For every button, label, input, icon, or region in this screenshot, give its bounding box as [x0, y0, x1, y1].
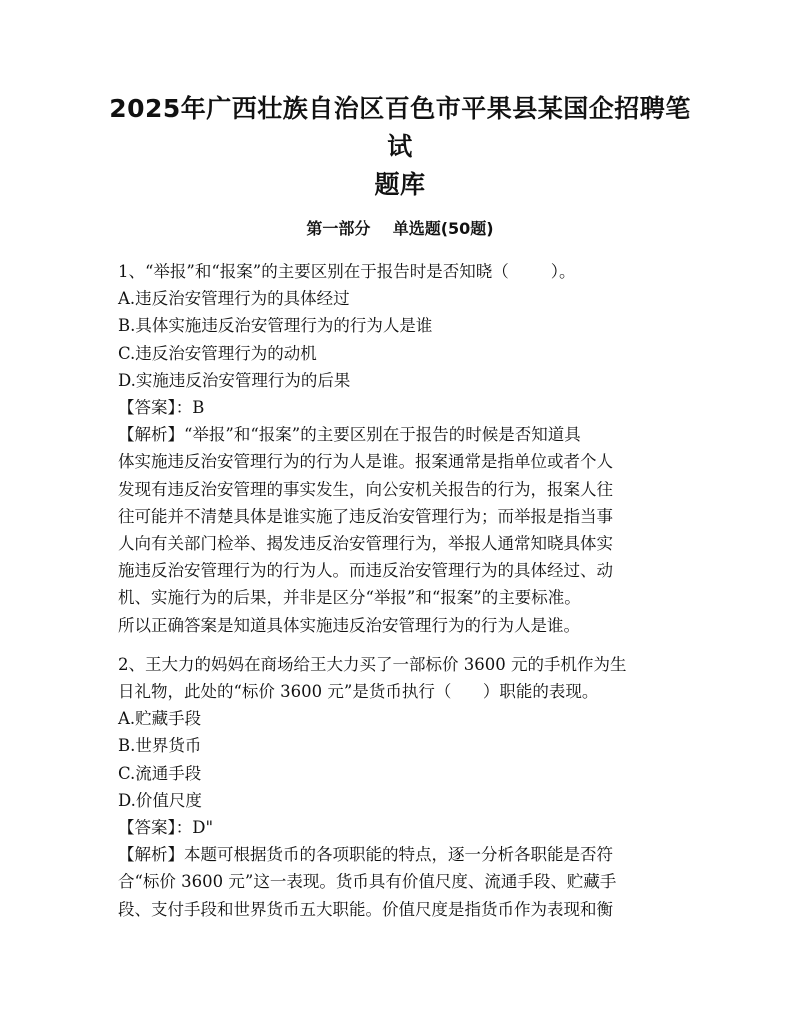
analysis-line: 【解析】“举报”和“报案”的主要区别在于报告的时候是否知道具 [118, 425, 581, 445]
section-heading: 第一部分 单选题(50题) [306, 219, 494, 238]
option-d: D.价值尺度 [118, 790, 202, 810]
title-line-2: 题库 [374, 170, 426, 199]
analysis-block [118, 421, 690, 639]
question-spacer [118, 639, 690, 651]
answer-line: 【答案】：D" [118, 818, 214, 838]
title-line-1: 2025年广西壮族自治区百色市平果县某国企招聘笔试 [109, 94, 691, 161]
question-1 [118, 258, 690, 639]
option-a: A.违反治安管理行为的具体经过 [118, 289, 350, 309]
analysis-line: 合“标价 3600 元”这一表现。货币具有价值尺度、流通手段、贮藏手 [118, 872, 617, 892]
analysis-line: 体实施违反治安管理行为的行为人是谁。报案通常是指单位或者个人 [118, 452, 613, 472]
analysis-line: 施违反治安管理行为的行为人。而违反治安管理行为的具体经过、动 [118, 561, 613, 581]
option-d: D.实施违反治安管理行为的后果 [118, 370, 351, 390]
analysis-line: 发现有违反治安管理的事实发生，向公安机关报告的行为，报案人往 [118, 479, 613, 499]
option-b: B.世界货币 [118, 736, 202, 756]
answer-line: 【答案】：B [118, 398, 205, 418]
option-a: A.贮藏手段 [118, 709, 202, 729]
analysis-block [118, 841, 690, 923]
question-stem: 2、王大力的妈妈在商场给王大力买了一部标价 3600 元的手机作为生 [118, 654, 627, 674]
option-c: C.流通手段 [118, 763, 202, 783]
analysis-line: 段、支付手段和世界货币五大职能。价值尺度是指货币作为表现和衡 [118, 899, 613, 919]
analysis-line: 所以正确答案是知道具体实施违反治安管理行为的行为人是谁。 [118, 615, 580, 635]
question-stem: 日礼物，此处的“标价 3600 元”是货币执行（ ）职能的表现。 [118, 682, 599, 702]
document-title [100, 90, 700, 204]
option-b: B.具体实施违反治安管理行为的行为人是谁 [118, 316, 433, 336]
analysis-line: 往可能并不清楚具体是谁实施了违反治安管理行为；而举报是指当事 [118, 506, 613, 526]
option-c: C.违反治安管理行为的动机 [118, 343, 317, 363]
question-stem: 1、“举报”和“报案”的主要区别在于报告时是否知晓（ ）。 [118, 262, 576, 281]
analysis-line: 人向有关部门检举、揭发违反治安管理行为，举报人通常知晓具体实 [118, 534, 613, 554]
analysis-line: 【解析】本题可根据货币的各项职能的特点，逐一分析各职能是否符 [118, 845, 613, 865]
analysis-line: 机、实施行为的后果，并非是区分“举报”和“报案”的主要标准。 [118, 588, 581, 608]
question-list [118, 258, 690, 923]
question-2 [118, 651, 690, 923]
